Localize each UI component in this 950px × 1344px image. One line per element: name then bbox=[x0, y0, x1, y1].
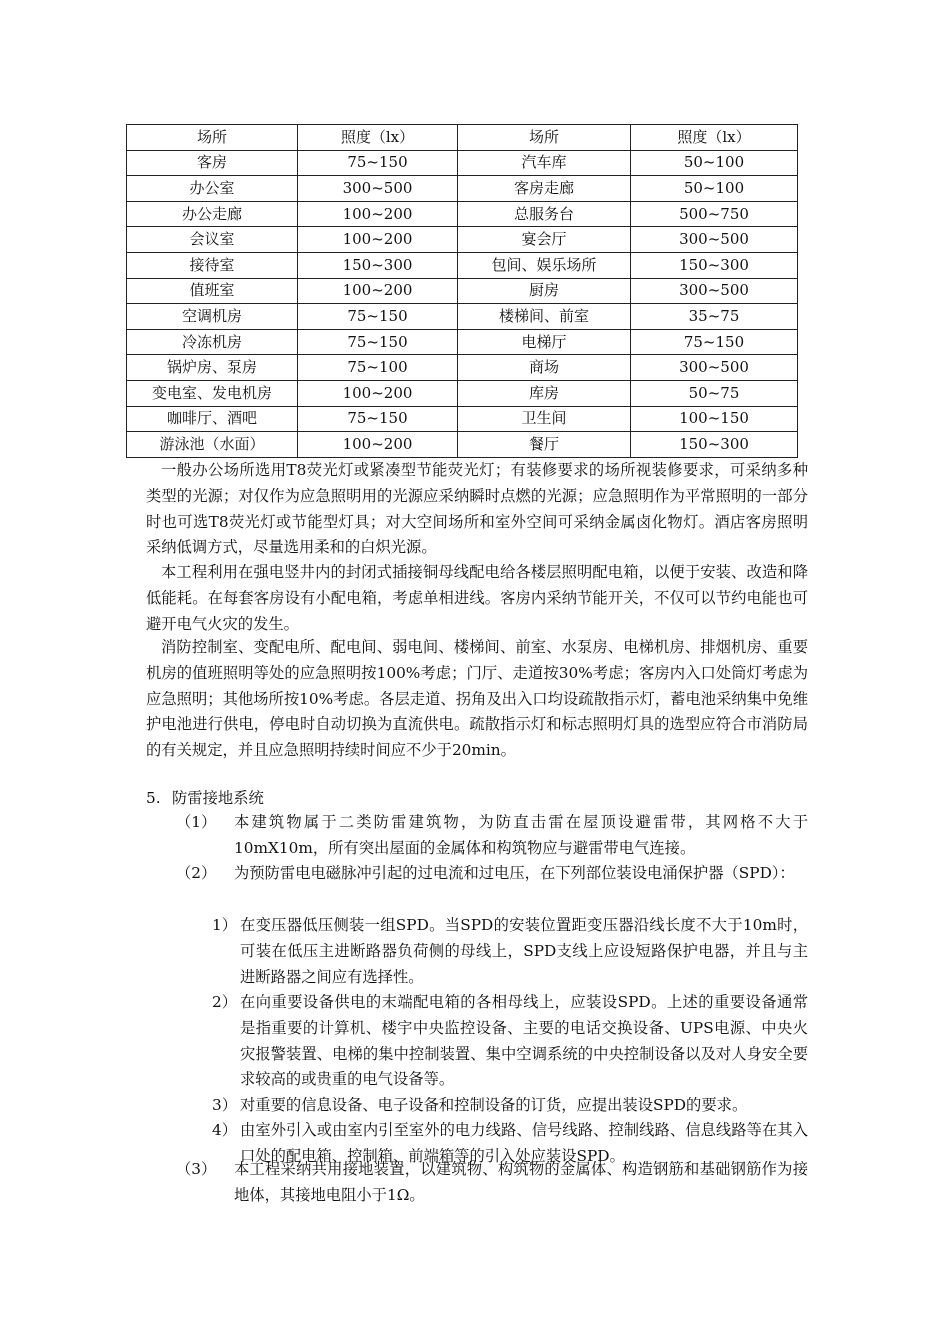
table-row bbox=[127, 176, 798, 202]
list-item bbox=[176, 861, 808, 887]
table-cell: 50~75 bbox=[631, 380, 798, 406]
table-cell: 75~100 bbox=[298, 355, 458, 381]
header-cell: 照度（lx） bbox=[298, 125, 458, 151]
table-cell: 300~500 bbox=[298, 176, 458, 202]
table-cell: 空调机房 bbox=[127, 304, 298, 330]
header-cell: 场所 bbox=[127, 125, 298, 151]
table-cell: 100~200 bbox=[298, 201, 458, 227]
table-cell: 汽车库 bbox=[458, 150, 631, 176]
table-cell: 办公走廊 bbox=[127, 201, 298, 227]
table-cell: 100~150 bbox=[631, 406, 798, 432]
section-title: 防雷接地系统 bbox=[172, 789, 264, 807]
table-cell: 500~750 bbox=[631, 201, 798, 227]
table-cell: 300~500 bbox=[631, 227, 798, 253]
header-cell: 场所 bbox=[458, 125, 631, 151]
item-text: 本建筑物属于二类防雷建筑物，为防直击雷在屋顶设避雷带，其网格不大于10mX10m，所有突出屋面的金属体和构筑物应与避雷带电气连接。 bbox=[234, 813, 808, 857]
section-number: 5. bbox=[146, 789, 161, 807]
table-cell: 300~500 bbox=[631, 355, 798, 381]
table-row bbox=[127, 406, 798, 432]
table-cell: 150~300 bbox=[298, 252, 458, 278]
sub-item-text: 在向重要设备供电的末端配电箱的各相母线上，应装设SPD。上述的重要设备通常是指重要的计算机、楼宇中央监控设备、主要的电话交换设备、UPS电源、中央火灾报警装置、电梯的集中控制装置、集中空调系统的中央控制设备以及对人身安全要求较高的或贵重的电气设备等。 bbox=[240, 993, 808, 1089]
item-text: 为预防雷电电磁脉冲引起的过电流和过电压，在下列部位装设电涌保护器（SPD）： bbox=[234, 864, 795, 882]
sub-item-text: 由室外引入或由室内引至室外的电力线路、信号线路、控制线路、信息线路等在其入口处的配电箱、控制箱、前端箱等的引入处应装设SPD。 bbox=[240, 1121, 808, 1165]
sub-item-number: 3） bbox=[212, 1096, 238, 1114]
table-row bbox=[127, 329, 798, 355]
table-cell: 35~75 bbox=[631, 304, 798, 330]
table-cell: 厨房 bbox=[458, 278, 631, 304]
table-cell: 100~200 bbox=[298, 227, 458, 253]
table-cell: 锅炉房、泵房 bbox=[127, 355, 298, 381]
sub-item-number: 2） bbox=[212, 993, 238, 1011]
list-item bbox=[176, 810, 808, 862]
table-cell: 150~300 bbox=[631, 252, 798, 278]
paragraph-power-distribution: 本工程利用在强电竖井内的封闭式插接铜母线配电给各楼层照明配电箱，以便于安装、改造和降低能耗。在每套客房设有小配电箱，考虑单相进线。客房内采纳节能开关，不仅可以节约电能也可避开电气火灾的发生。 bbox=[146, 563, 808, 633]
table-cell: 150~300 bbox=[631, 432, 798, 458]
table-cell: 75~150 bbox=[298, 329, 458, 355]
paragraph-lighting-sources: 一般办公场所选用T8荧光灯或紧凑型节能荧光灯；有装修要求的场所视装修要求，可采纳多种类型的光源；对仅作为应急照明用的光源应采纳瞬时点燃的光源；应急照明作为平常照明的一部分时也可选T8荧光灯或节能型灯具；对大空间场所和室外空间可采纳金属卤化物灯。酒店客房照明采纳低调方式，尽量选用柔和的白炽光源。 bbox=[146, 461, 808, 557]
table-cell: 客房 bbox=[127, 150, 298, 176]
header-cell: 照度（lx） bbox=[631, 125, 798, 151]
sub-item-text: 对重要的信息设备、电子设备和控制设备的订货，应提出装设SPD的要求。 bbox=[240, 1096, 748, 1114]
table-cell: 游泳池（水面） bbox=[127, 432, 298, 458]
table-row bbox=[127, 252, 798, 278]
table-row bbox=[127, 278, 798, 304]
table-cell: 50~100 bbox=[631, 150, 798, 176]
table-cell: 接待室 bbox=[127, 252, 298, 278]
item-number: （1） bbox=[176, 813, 217, 831]
table-cell: 宴会厅 bbox=[458, 227, 631, 253]
section-heading bbox=[146, 786, 264, 812]
sub-item-text: 在变压器低压侧装一组SPD。当SPD的安装位置距变压器沿线长度不大于10m时，可装在低压主进断路器负荷侧的母线上，SPD支线上应设短路保护电器，并且与主进断路器之间应有选择性。 bbox=[240, 916, 808, 986]
table-cell: 电梯厅 bbox=[458, 329, 631, 355]
sub-list-item bbox=[212, 1093, 808, 1119]
table-cell: 变电室、发电机房 bbox=[127, 380, 298, 406]
item-number: （2） bbox=[176, 864, 217, 882]
table-row bbox=[127, 304, 798, 330]
table-header-row bbox=[127, 125, 798, 151]
table-cell: 75~150 bbox=[298, 406, 458, 432]
sub-item-number: 4） bbox=[212, 1121, 238, 1139]
table-cell: 客房走廊 bbox=[458, 176, 631, 202]
table-row bbox=[127, 201, 798, 227]
item-number: （3） bbox=[176, 1160, 217, 1178]
illuminance-table-body bbox=[127, 125, 798, 458]
list-item bbox=[176, 1157, 808, 1209]
illuminance-table bbox=[126, 124, 798, 458]
table-cell: 100~200 bbox=[298, 278, 458, 304]
table-row bbox=[127, 432, 798, 458]
table-cell: 餐厅 bbox=[458, 432, 631, 458]
table-cell: 50~100 bbox=[631, 176, 798, 202]
table-cell: 总服务台 bbox=[458, 201, 631, 227]
table-cell: 300~500 bbox=[631, 278, 798, 304]
table-cell: 75~150 bbox=[631, 329, 798, 355]
table-cell: 75~150 bbox=[298, 150, 458, 176]
paragraph-emergency-lighting: 消防控制室、变配电所、配电间、弱电间、楼梯间、前室、水泵房、电梯机房、排烟机房、重要机房的值班照明等处的应急照明按100%考虑；门厅、走道按30%考虑；客房内入口处筒灯考虑为应急照明；其他场所按10%考虑。各层走道、拐角及出入口均设疏散指示灯，蓄电池采纳集中免维护电池进行供电，停电时自动切换为直流供电。疏散指示灯和标志照明灯具的选型应符合市消防局的有关规定，并且应急照明持续时间应不少于20min。 bbox=[146, 638, 808, 760]
sub-item-number: 1） bbox=[212, 916, 238, 934]
table-cell: 会议室 bbox=[127, 227, 298, 253]
table-cell: 75~150 bbox=[298, 304, 458, 330]
table-cell: 值班室 bbox=[127, 278, 298, 304]
table-cell: 办公室 bbox=[127, 176, 298, 202]
table-cell: 卫生间 bbox=[458, 406, 631, 432]
table-cell: 库房 bbox=[458, 380, 631, 406]
table-cell: 冷冻机房 bbox=[127, 329, 298, 355]
table-cell: 包间、娱乐场所 bbox=[458, 252, 631, 278]
table-row bbox=[127, 227, 798, 253]
sub-list-item bbox=[212, 990, 808, 1093]
table-row bbox=[127, 355, 798, 381]
table-row bbox=[127, 380, 798, 406]
table-cell: 100~200 bbox=[298, 380, 458, 406]
table-row bbox=[127, 150, 798, 176]
sub-list-item bbox=[212, 913, 808, 990]
table-cell: 楼梯间、前室 bbox=[458, 304, 631, 330]
table-cell: 咖啡厅、酒吧 bbox=[127, 406, 298, 432]
table-cell: 商场 bbox=[458, 355, 631, 381]
item-text: 本工程采纳共用接地装置，以建筑物、构筑物的金属体、构造钢筋和基础钢筋作为接地体，其接地电阻小于1Ω。 bbox=[234, 1160, 808, 1204]
table-cell: 100~200 bbox=[298, 432, 458, 458]
